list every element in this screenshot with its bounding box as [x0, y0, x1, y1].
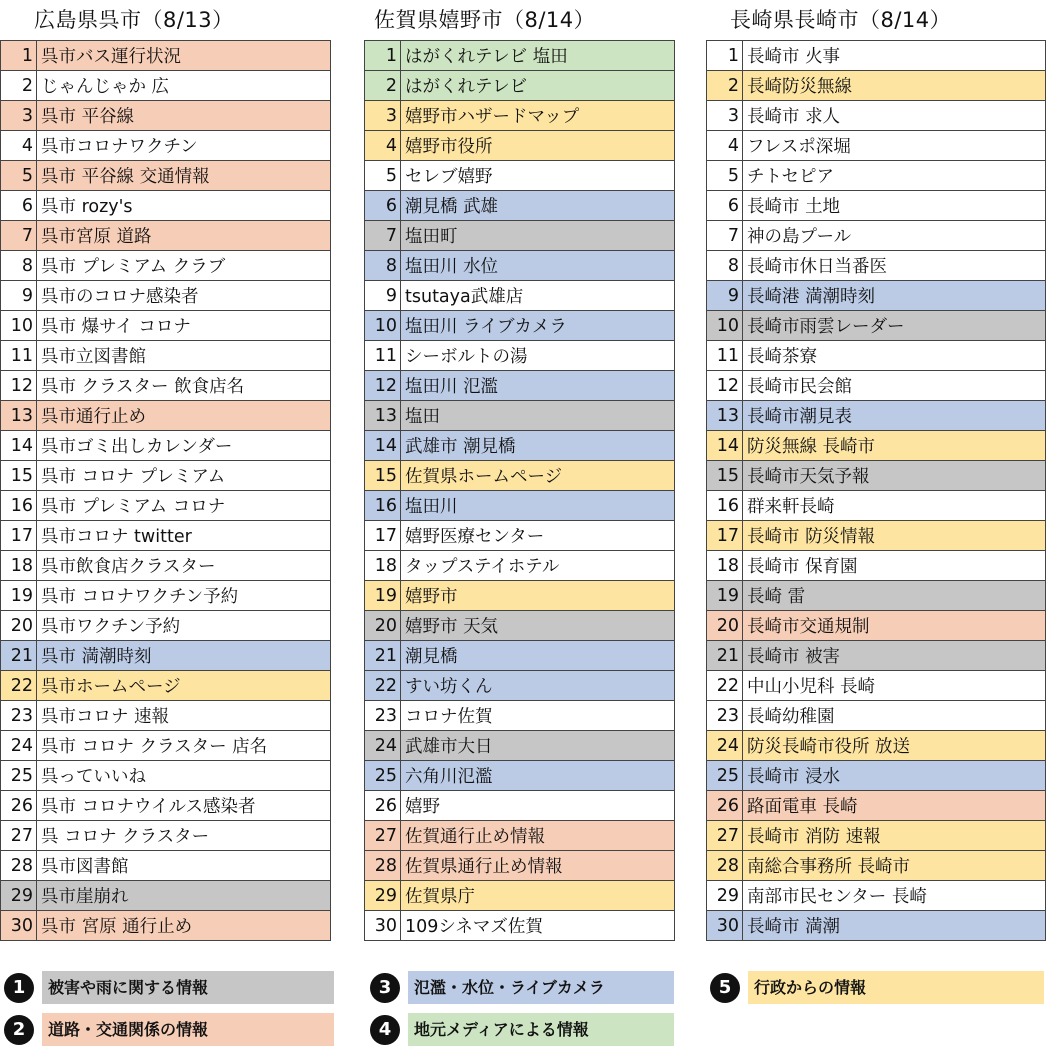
- rank-number: 24: [707, 731, 743, 761]
- search-term: 呉市 コロナウイルス感染者: [37, 791, 331, 821]
- rank-number: 15: [707, 461, 743, 491]
- search-term: 神の島プール: [743, 221, 1046, 251]
- table-row: [365, 221, 675, 251]
- search-term: 防災長崎市役所 放送: [743, 731, 1046, 761]
- rank-number: 22: [707, 671, 743, 701]
- rank-number: 16: [707, 491, 743, 521]
- search-term: 嬉野市役所: [401, 131, 675, 161]
- table-row: [365, 821, 675, 851]
- table-row: [707, 791, 1046, 821]
- rank-number: 23: [365, 701, 401, 731]
- table-row: [707, 611, 1046, 641]
- rank-number: 9: [1, 281, 37, 311]
- rank-number: 15: [365, 461, 401, 491]
- rank-number: 9: [365, 281, 401, 311]
- table-row: [707, 761, 1046, 791]
- table-row: [707, 371, 1046, 401]
- search-term: 呉市ゴミ出しカレンダー: [37, 431, 331, 461]
- table-row: [1, 521, 331, 551]
- search-term: 呉市 宮原 通行止め: [37, 911, 331, 941]
- search-term: 嬉野市 天気: [401, 611, 675, 641]
- table-row: [707, 401, 1046, 431]
- search-term: 長崎市雨雲レーダー: [743, 311, 1046, 341]
- table-row: [1, 131, 331, 161]
- rank-number: 18: [365, 551, 401, 581]
- search-term: 呉市 満潮時刻: [37, 641, 331, 671]
- legend-label: 被害や雨に関する情報: [42, 971, 334, 1004]
- table-row: [1, 371, 331, 401]
- rank-number: 26: [365, 791, 401, 821]
- table-row: [707, 881, 1046, 911]
- column-title: 長崎県長崎市（8/14）: [730, 8, 952, 32]
- table-row: [707, 821, 1046, 851]
- table-row: [365, 641, 675, 671]
- search-term: 塩田川 氾濫: [401, 371, 675, 401]
- search-term: 呉市 プレミアム コロナ: [37, 491, 331, 521]
- table-row: [1, 251, 331, 281]
- table-row: [365, 461, 675, 491]
- rank-number: 17: [365, 521, 401, 551]
- rank-number: 1: [707, 41, 743, 71]
- rank-number: 8: [707, 251, 743, 281]
- table-row: [707, 701, 1046, 731]
- table-row: [365, 581, 675, 611]
- rank-number: 25: [1, 761, 37, 791]
- search-term: はがくれテレビ: [401, 71, 675, 101]
- rank-number: 3: [707, 101, 743, 131]
- rank-number: 28: [365, 851, 401, 881]
- rank-number: 13: [707, 401, 743, 431]
- search-term: 呉市崖崩れ: [37, 881, 331, 911]
- table-row: [707, 731, 1046, 761]
- table-row: [365, 881, 675, 911]
- rank-number: 10: [707, 311, 743, 341]
- table-row: [365, 551, 675, 581]
- table-row: [365, 311, 675, 341]
- rank-number: 11: [1, 341, 37, 371]
- table-row: [1, 71, 331, 101]
- search-term: 呉市 コロナ クラスター 店名: [37, 731, 331, 761]
- search-term: 長崎市 浸水: [743, 761, 1046, 791]
- table-row: [365, 761, 675, 791]
- rank-number: 23: [1, 701, 37, 731]
- legend-item-government: [710, 971, 1044, 1004]
- rank-number: 25: [707, 761, 743, 791]
- search-term: シーボルトの湯: [401, 341, 675, 371]
- rank-number: 5: [1, 161, 37, 191]
- rank-number: 6: [1, 191, 37, 221]
- table-row: [1, 761, 331, 791]
- table-row: [707, 581, 1046, 611]
- search-term: フレスポ深堀: [743, 131, 1046, 161]
- ranking-table: [364, 40, 675, 941]
- search-term: 呉市 プレミアム クラブ: [37, 251, 331, 281]
- rank-number: 2: [707, 71, 743, 101]
- table-row: [707, 131, 1046, 161]
- table-row: [365, 281, 675, 311]
- search-term: 呉市 爆サイ コロナ: [37, 311, 331, 341]
- rank-number: 19: [707, 581, 743, 611]
- rank-number: 25: [365, 761, 401, 791]
- rank-number: 10: [365, 311, 401, 341]
- table-row: [365, 701, 675, 731]
- search-term: すい坊くん: [401, 671, 675, 701]
- table-row: [365, 341, 675, 371]
- rank-number: 4: [365, 131, 401, 161]
- search-term: 長崎市休日当番医: [743, 251, 1046, 281]
- search-term: 嬉野医療センター: [401, 521, 675, 551]
- search-term: じゃんじゃか 広: [37, 71, 331, 101]
- table-row: [365, 671, 675, 701]
- search-term: 長崎茶寮: [743, 341, 1046, 371]
- rank-number: 8: [1, 251, 37, 281]
- search-term: 呉市ホームページ: [37, 671, 331, 701]
- search-term: 呉っていいね: [37, 761, 331, 791]
- legend-item-road-traffic: [4, 1013, 334, 1046]
- rank-number: 2: [365, 71, 401, 101]
- table-row: [1, 281, 331, 311]
- search-term: 南総合事務所 長崎市: [743, 851, 1046, 881]
- rank-number: 24: [365, 731, 401, 761]
- rank-number: 6: [365, 191, 401, 221]
- search-term: 呉市 平谷線 交通情報: [37, 161, 331, 191]
- number-2-icon: 2: [4, 1015, 34, 1045]
- search-term: 呉市コロナ twitter: [37, 521, 331, 551]
- table-row: [707, 281, 1046, 311]
- search-term: 長崎 雷: [743, 581, 1046, 611]
- table-row: [365, 791, 675, 821]
- rank-number: 1: [1, 41, 37, 71]
- number-4-icon: 4: [370, 1015, 400, 1045]
- table-row: [707, 341, 1046, 371]
- rank-number: 12: [707, 371, 743, 401]
- table-row: [707, 461, 1046, 491]
- column-title: 広島県呉市（8/13）: [34, 8, 234, 32]
- number-1-icon: 1: [4, 973, 34, 1003]
- rank-number: 4: [1, 131, 37, 161]
- rank-number: 26: [1, 791, 37, 821]
- table-row: [1, 401, 331, 431]
- rank-number: 13: [365, 401, 401, 431]
- rank-number: 5: [365, 161, 401, 191]
- search-term: 武雄市 潮見橋: [401, 431, 675, 461]
- search-term: 呉市飲食店クラスター: [37, 551, 331, 581]
- ranking-table: [0, 40, 331, 941]
- rank-number: 2: [1, 71, 37, 101]
- table-row: [707, 551, 1046, 581]
- search-term: セレブ嬉野: [401, 161, 675, 191]
- search-term: 呉市コロナ 速報: [37, 701, 331, 731]
- search-term: 長崎市民会館: [743, 371, 1046, 401]
- rank-number: 15: [1, 461, 37, 491]
- search-term: 武雄市大日: [401, 731, 675, 761]
- rank-number: 18: [1, 551, 37, 581]
- search-term: 呉市通行止め: [37, 401, 331, 431]
- table-row: [1, 461, 331, 491]
- legend-label: 行政からの情報: [748, 971, 1044, 1004]
- legend-label: 道路・交通関係の情報: [42, 1013, 334, 1046]
- rank-number: 16: [1, 491, 37, 521]
- search-term: 路面電車 長崎: [743, 791, 1046, 821]
- table-row: [1, 431, 331, 461]
- table-row: [707, 491, 1046, 521]
- table-row: [365, 251, 675, 281]
- table-row: [707, 641, 1046, 671]
- rank-number: 21: [365, 641, 401, 671]
- search-term: 長崎市 被害: [743, 641, 1046, 671]
- rank-number: 29: [707, 881, 743, 911]
- rank-number: 11: [707, 341, 743, 371]
- table-row: [365, 611, 675, 641]
- table-row: [707, 161, 1046, 191]
- table-row: [707, 101, 1046, 131]
- ranking-column-ureshino: [364, 0, 675, 941]
- rank-number: 30: [1, 911, 37, 941]
- legend-item-flood-water-level: [370, 971, 674, 1004]
- search-term: tsutaya武雄店: [401, 281, 675, 311]
- rank-number: 8: [365, 251, 401, 281]
- rank-number: 26: [707, 791, 743, 821]
- search-term: 長崎市 消防 速報: [743, 821, 1046, 851]
- search-term: 呉市 コロナワクチン予約: [37, 581, 331, 611]
- column-title: 佐賀県嬉野市（8/14）: [374, 8, 596, 32]
- table-row: [1, 671, 331, 701]
- table-row: [707, 671, 1046, 701]
- search-term: 呉市コロナワクチン: [37, 131, 331, 161]
- search-term: 嬉野市ハザードマップ: [401, 101, 675, 131]
- ranking-column-kure: [0, 0, 331, 941]
- table-row: [707, 191, 1046, 221]
- search-term: 長崎市 求人: [743, 101, 1046, 131]
- rank-number: 29: [1, 881, 37, 911]
- table-row: [707, 41, 1046, 71]
- rank-number: 3: [1, 101, 37, 131]
- search-term: はがくれテレビ 塩田: [401, 41, 675, 71]
- search-term: 呉 コロナ クラスター: [37, 821, 331, 851]
- rank-number: 20: [1, 611, 37, 641]
- rank-number: 14: [365, 431, 401, 461]
- table-row: [365, 851, 675, 881]
- search-term: 呉市 クラスター 飲食店名: [37, 371, 331, 401]
- table-row: [707, 911, 1046, 941]
- search-term: 長崎幼稚園: [743, 701, 1046, 731]
- table-row: [365, 521, 675, 551]
- search-term: 南部市民センター 長崎: [743, 881, 1046, 911]
- rank-number: 27: [365, 821, 401, 851]
- table-row: [365, 161, 675, 191]
- rank-number: 7: [707, 221, 743, 251]
- table-row: [707, 431, 1046, 461]
- rank-number: 19: [365, 581, 401, 611]
- rank-number: 7: [365, 221, 401, 251]
- table-row: [707, 851, 1046, 881]
- rank-number: 10: [1, 311, 37, 341]
- search-term: 中山小児科 長崎: [743, 671, 1046, 701]
- search-term: 長崎市 火事: [743, 41, 1046, 71]
- search-term: コロナ佐賀: [401, 701, 675, 731]
- search-term: 潮見橋 武雄: [401, 191, 675, 221]
- table-row: [365, 911, 675, 941]
- search-term: 呉市のコロナ感染者: [37, 281, 331, 311]
- table-row: [707, 311, 1046, 341]
- table-row: [1, 791, 331, 821]
- search-term: 長崎市天気予報: [743, 461, 1046, 491]
- legend-label: 氾濫・水位・ライブカメラ: [408, 971, 674, 1004]
- search-term: 長崎市交通規制: [743, 611, 1046, 641]
- table-row: [365, 41, 675, 71]
- rank-number: 16: [365, 491, 401, 521]
- search-term: 佐賀県庁: [401, 881, 675, 911]
- table-row: [1, 191, 331, 221]
- search-term: 塩田川: [401, 491, 675, 521]
- search-term: 潮見橋: [401, 641, 675, 671]
- rank-number: 19: [1, 581, 37, 611]
- rank-number: 21: [1, 641, 37, 671]
- search-term: 群来軒長崎: [743, 491, 1046, 521]
- search-term: 嬉野市: [401, 581, 675, 611]
- table-row: [1, 821, 331, 851]
- rank-number: 24: [1, 731, 37, 761]
- table-row: [365, 371, 675, 401]
- table-row: [1, 911, 331, 941]
- search-term: 長崎市 土地: [743, 191, 1046, 221]
- rank-number: 3: [365, 101, 401, 131]
- search-term: 109シネマズ佐賀: [401, 911, 675, 941]
- table-row: [365, 191, 675, 221]
- rank-number: 30: [365, 911, 401, 941]
- search-term: 長崎防災無線: [743, 71, 1046, 101]
- table-row: [707, 251, 1046, 281]
- legend-item-local-media: [370, 1013, 674, 1046]
- table-row: [1, 221, 331, 251]
- rank-number: 6: [707, 191, 743, 221]
- table-row: [365, 401, 675, 431]
- rank-number: 28: [707, 851, 743, 881]
- table-row: [1, 311, 331, 341]
- table-row: [1, 161, 331, 191]
- rank-number: 14: [707, 431, 743, 461]
- table-row: [707, 221, 1046, 251]
- rank-number: 20: [365, 611, 401, 641]
- table-row: [1, 881, 331, 911]
- rank-number: 21: [707, 641, 743, 671]
- table-row: [365, 431, 675, 461]
- rank-number: 12: [365, 371, 401, 401]
- search-term: 呉市 rozy's: [37, 191, 331, 221]
- table-row: [365, 101, 675, 131]
- search-term: 呉市 コロナ プレミアム: [37, 461, 331, 491]
- rank-number: 9: [707, 281, 743, 311]
- search-term: 長崎市潮見表: [743, 401, 1046, 431]
- rank-number: 27: [707, 821, 743, 851]
- number-3-icon: 3: [370, 973, 400, 1003]
- ranking-table: [706, 40, 1046, 941]
- search-term: 佐賀県通行止め情報: [401, 851, 675, 881]
- rank-number: 23: [707, 701, 743, 731]
- rank-number: 17: [1, 521, 37, 551]
- search-term: 長崎市 防災情報: [743, 521, 1046, 551]
- search-term: 長崎港 満潮時刻: [743, 281, 1046, 311]
- table-row: [365, 491, 675, 521]
- search-term: 六角川氾濫: [401, 761, 675, 791]
- search-term: 呉市図書館: [37, 851, 331, 881]
- search-term: 佐賀通行止め情報: [401, 821, 675, 851]
- search-term: タップステイホテル: [401, 551, 675, 581]
- rank-number: 30: [707, 911, 743, 941]
- table-row: [1, 701, 331, 731]
- table-row: [1, 551, 331, 581]
- table-row: [707, 71, 1046, 101]
- search-term: 呉市立図書館: [37, 341, 331, 371]
- table-row: [1, 341, 331, 371]
- table-row: [1, 101, 331, 131]
- table-row: [1, 731, 331, 761]
- search-term: チトセピア: [743, 161, 1046, 191]
- rank-number: 22: [1, 671, 37, 701]
- rank-number: 7: [1, 221, 37, 251]
- search-term: 長崎市 満潮: [743, 911, 1046, 941]
- search-term: 塩田川 ライブカメラ: [401, 311, 675, 341]
- rank-number: 13: [1, 401, 37, 431]
- search-term: 呉市バス運行状況: [37, 41, 331, 71]
- search-term: 呉市宮原 道路: [37, 221, 331, 251]
- table-row: [1, 41, 331, 71]
- rank-number: 5: [707, 161, 743, 191]
- table-row: [365, 731, 675, 761]
- search-term: 塩田町: [401, 221, 675, 251]
- search-term: 塩田川 水位: [401, 251, 675, 281]
- rank-number: 4: [707, 131, 743, 161]
- legend-label: 地元メディアによる情報: [408, 1013, 674, 1046]
- table-row: [1, 611, 331, 641]
- rank-number: 27: [1, 821, 37, 851]
- legend-item-damage-rain: [4, 971, 334, 1004]
- table-row: [1, 581, 331, 611]
- table-row: [1, 851, 331, 881]
- rank-number: 11: [365, 341, 401, 371]
- search-term: 呉市ワクチン予約: [37, 611, 331, 641]
- ranking-column-nagasaki: [706, 0, 1046, 941]
- rank-number: 12: [1, 371, 37, 401]
- search-term: 塩田: [401, 401, 675, 431]
- rank-number: 14: [1, 431, 37, 461]
- table-row: [1, 491, 331, 521]
- rank-number: 1: [365, 41, 401, 71]
- rank-number: 29: [365, 881, 401, 911]
- search-term: 嬉野: [401, 791, 675, 821]
- table-row: [707, 521, 1046, 551]
- search-term: 長崎市 保育園: [743, 551, 1046, 581]
- table-row: [365, 71, 675, 101]
- rank-number: 28: [1, 851, 37, 881]
- search-term: 佐賀県ホームページ: [401, 461, 675, 491]
- search-term: 呉市 平谷線: [37, 101, 331, 131]
- rank-number: 17: [707, 521, 743, 551]
- rank-number: 18: [707, 551, 743, 581]
- search-term: 防災無線 長崎市: [743, 431, 1046, 461]
- rank-number: 20: [707, 611, 743, 641]
- table-row: [365, 131, 675, 161]
- table-row: [1, 641, 331, 671]
- number-5-icon: 5: [710, 973, 740, 1003]
- rank-number: 22: [365, 671, 401, 701]
